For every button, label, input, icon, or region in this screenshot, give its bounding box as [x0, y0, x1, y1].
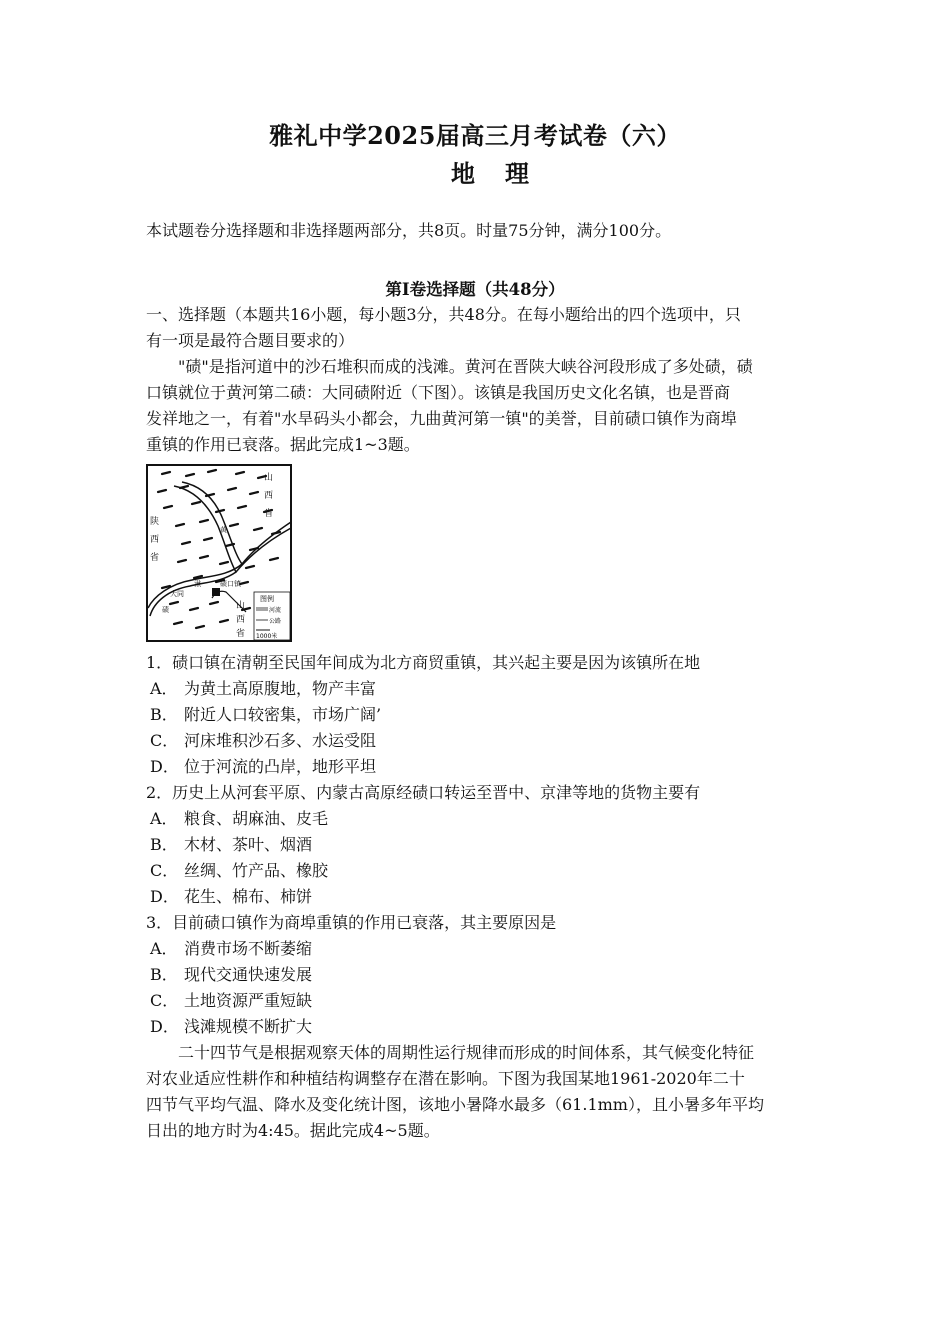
map-legend: [254, 592, 290, 640]
town-marker: [212, 588, 220, 596]
map-label-shaanxi: 陕: [150, 517, 160, 527]
question-1-option-d: [150, 754, 376, 780]
option-text: 花生、棉布、柿饼: [184, 887, 313, 906]
question-3-option-c: [150, 988, 312, 1014]
question-2-option-d: [150, 884, 312, 910]
option-text: 附近人口较密集，市场广阔’: [184, 705, 382, 724]
map-label-huang: 黄: [220, 526, 227, 534]
question-2-stem: 2．历史上从河套平原、内蒙古高原经碛口转运至晋中、京津等地的货物主要有: [146, 783, 701, 802]
legend-title: 图例: [260, 595, 274, 603]
option-text: 消费市场不断萎缩: [184, 939, 313, 958]
section-heading: 第I卷选择题（共48分）: [385, 280, 565, 299]
option-key: D．: [150, 757, 179, 776]
map-label-shaanxi: 西: [150, 535, 160, 545]
passage2-line: 对农业适应性耕作和种植结构调整存在潜在影响。下图为我国某地1961-2020年二十: [146, 1069, 745, 1088]
section-instruction-line: 有一项是最符合题目要求的）: [146, 331, 355, 350]
exam-title: 雅礼中学2025届高三月考试卷（六）: [269, 121, 681, 150]
map-label-river: 湫: [194, 580, 201, 588]
question-2-option-c: [150, 858, 328, 884]
question-1-option-c: [150, 728, 376, 754]
map-label-town: 碛口镇: [220, 580, 241, 588]
passage2-line: 日出的地方时为4:45。据此完成4~5题。: [146, 1121, 440, 1140]
question-2-option-b: [150, 832, 312, 858]
subject-title: 地理: [451, 159, 559, 188]
map-label-shaanxi: 省: [150, 553, 160, 563]
option-key: B．: [150, 705, 178, 724]
option-text: 位于河流的凸岸，地形平坦: [184, 757, 377, 776]
option-key: A．: [150, 809, 178, 828]
question-3-option-a: [150, 936, 312, 962]
option-text: 现代交通快速发展: [184, 965, 313, 984]
legend-scale: 1000米: [256, 633, 278, 640]
option-text: 为黄土高原腹地，物产丰富: [184, 679, 377, 698]
question-3-stem: 3．目前碛口镇作为商埠重镇的作用已衰落，其主要原因是: [146, 913, 557, 932]
question-2-option-a: [150, 806, 328, 832]
passage1-line: "碛"是指河道中的沙石堆积而成的浅滩。黄河在晋陕大峡谷河段形成了多处碛，碛: [146, 357, 753, 376]
passage1-line: 口镇就位于黄河第二碛：大同碛附近（下图）。该镇是我国历史文化名镇，也是晋商: [146, 383, 731, 402]
passage2-line: 二十四节气是根据观察天体的周期性运行规律而形成的时间体系，其气候变化特征: [146, 1043, 755, 1062]
map-label-shanxi-south: 省: [236, 629, 246, 639]
section-instruction-line: 一、选择题（本题共16小题，每小题3分，共48分。在每小题给出的四个选项中，只: [146, 305, 741, 324]
option-key: C．: [150, 991, 179, 1010]
question-1-option-a: [150, 676, 376, 702]
qikou-map-figure: [146, 464, 292, 642]
option-text: 丝绸、竹产品、橡胶: [184, 861, 329, 880]
map-label-datong: 大同: [170, 590, 184, 598]
map-label-shanxi: 西: [264, 491, 274, 501]
option-text: 河床堆积沙石多、水运受阻: [184, 731, 377, 750]
option-key: A．: [150, 679, 178, 698]
legend-road: 公路: [269, 618, 282, 625]
passage1-line: 发祥地之一，有着"水旱码头小都会，九曲黄河第一镇"的美誉，目前碛口镇作为商埠: [146, 409, 737, 428]
question-3-option-b: [150, 962, 312, 988]
legend-river: 河流: [269, 607, 282, 614]
map-label-shanxi: 山: [264, 473, 274, 483]
map-label-qi: 碛: [162, 606, 169, 614]
option-key: C．: [150, 861, 179, 880]
option-key: B．: [150, 835, 178, 854]
option-text: 木材、茶叶、烟酒: [184, 835, 313, 854]
option-text: 土地资源严重短缺: [184, 991, 313, 1010]
map-label-shanxi-south: 西: [236, 615, 246, 625]
option-key: D．: [150, 887, 179, 906]
option-key: C．: [150, 731, 179, 750]
option-text: 浅滩规模不断扩大: [184, 1017, 313, 1036]
map-label-shanxi: 省: [264, 509, 274, 519]
passage1-line: 重镇的作用已衰落。据此完成1~3题。: [146, 435, 420, 454]
exam-intro: 本试题卷分选择题和非选择题两部分，共8页。时量75分钟，满分100分。: [146, 221, 672, 240]
question-3-option-d: [150, 1014, 312, 1040]
option-key: D．: [150, 1017, 179, 1036]
map-label-shanxi-south: 山: [236, 601, 246, 611]
question-1-stem: 1．碛口镇在清朝至民国年间成为北方商贸重镇，其兴起主要是因为该镇所在地: [146, 653, 701, 672]
option-text: 粮食、胡麻油、皮毛: [184, 809, 329, 828]
question-1-option-b: [150, 702, 381, 728]
option-key: B．: [150, 965, 178, 984]
passage2-line: 四节气平均气温、降水及变化统计图，该地小暑降水最多（61.1mm），且小暑多年平均: [146, 1095, 764, 1114]
option-key: A．: [150, 939, 178, 958]
